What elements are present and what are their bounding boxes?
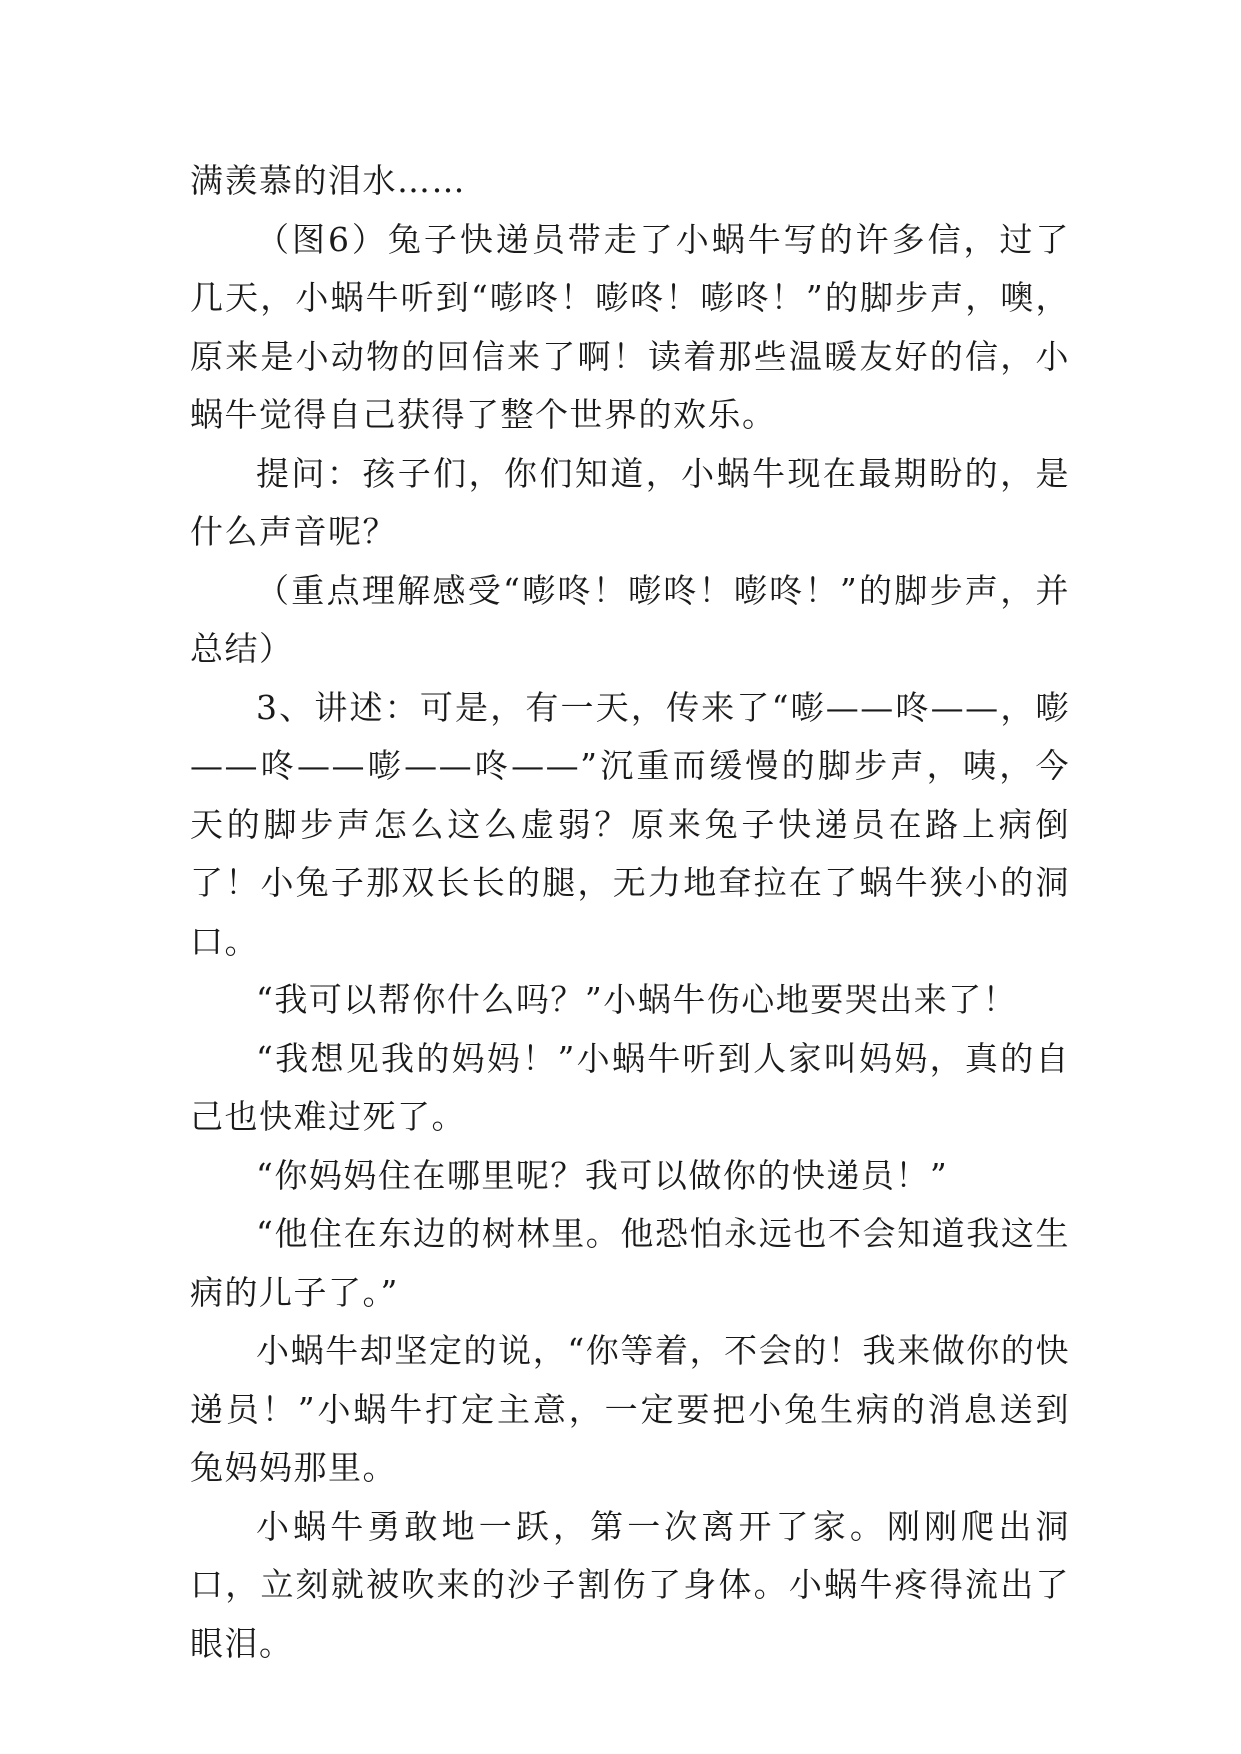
paragraph-3: 提问：孩子们，你们知道，小蜗牛现在最期盼的，是什么声音呢？	[190, 453, 1070, 551]
paragraph-2: （图6）兔子快递员带走了小蜗牛写的许多信，过了几天，小蜗牛听到“嘭咚！嘭咚！嘭咚！”的脚步声，噢，原来是小动物的回信来了啊！读着那些温暖友好的信，小蜗牛觉得自己获得了整个世界的欢乐。	[190, 219, 1070, 434]
paragraph-1: 满羡慕的泪水……	[190, 161, 466, 200]
paragraph-10: 小蜗牛却坚定的说，“你等着，不会的！我来做你的快递员！”小蜗牛打定主意，一定要把小兔生病的消息送到兔妈妈那里。	[190, 1331, 1070, 1487]
paragraph-8: “你妈妈住在哪里呢？我可以做你的快递员！”	[256, 1155, 949, 1195]
document-body	[190, 152, 1070, 1673]
paragraph-4: （重点理解感受“嘭咚！嘭咚！嘭咚！”的脚步声，并总结）	[190, 570, 1070, 668]
paragraph-11: 小蜗牛勇敢地一跃，第一次离开了家。刚刚爬出洞口，立刻就被吹来的沙子割伤了身体。小蜗牛疼得流出了眼泪。	[190, 1506, 1070, 1663]
paragraph-5: 3、讲述：可是，有一天，传来了“嘭——咚——，嘭——咚——嘭——咚——”沉重而缓慢的脚步声，咦，今天的脚步声怎么这么虚弱？原来兔子快递员在路上病倒了！小兔子那双长长的腿，无力地耷拉在了蜗牛狭小的洞口。	[190, 687, 1070, 961]
paragraph-9: “他住在东边的树林里。他恐怕永远也不会知道我这生病的儿子了。”	[190, 1214, 1070, 1312]
paragraph-6: “我可以帮你什么吗？”小蜗牛伤心地要哭出来了！	[256, 980, 1018, 1019]
paragraph-7: “我想见我的妈妈！”小蜗牛听到人家叫妈妈，真的自己也快难过死了。	[190, 1038, 1070, 1136]
